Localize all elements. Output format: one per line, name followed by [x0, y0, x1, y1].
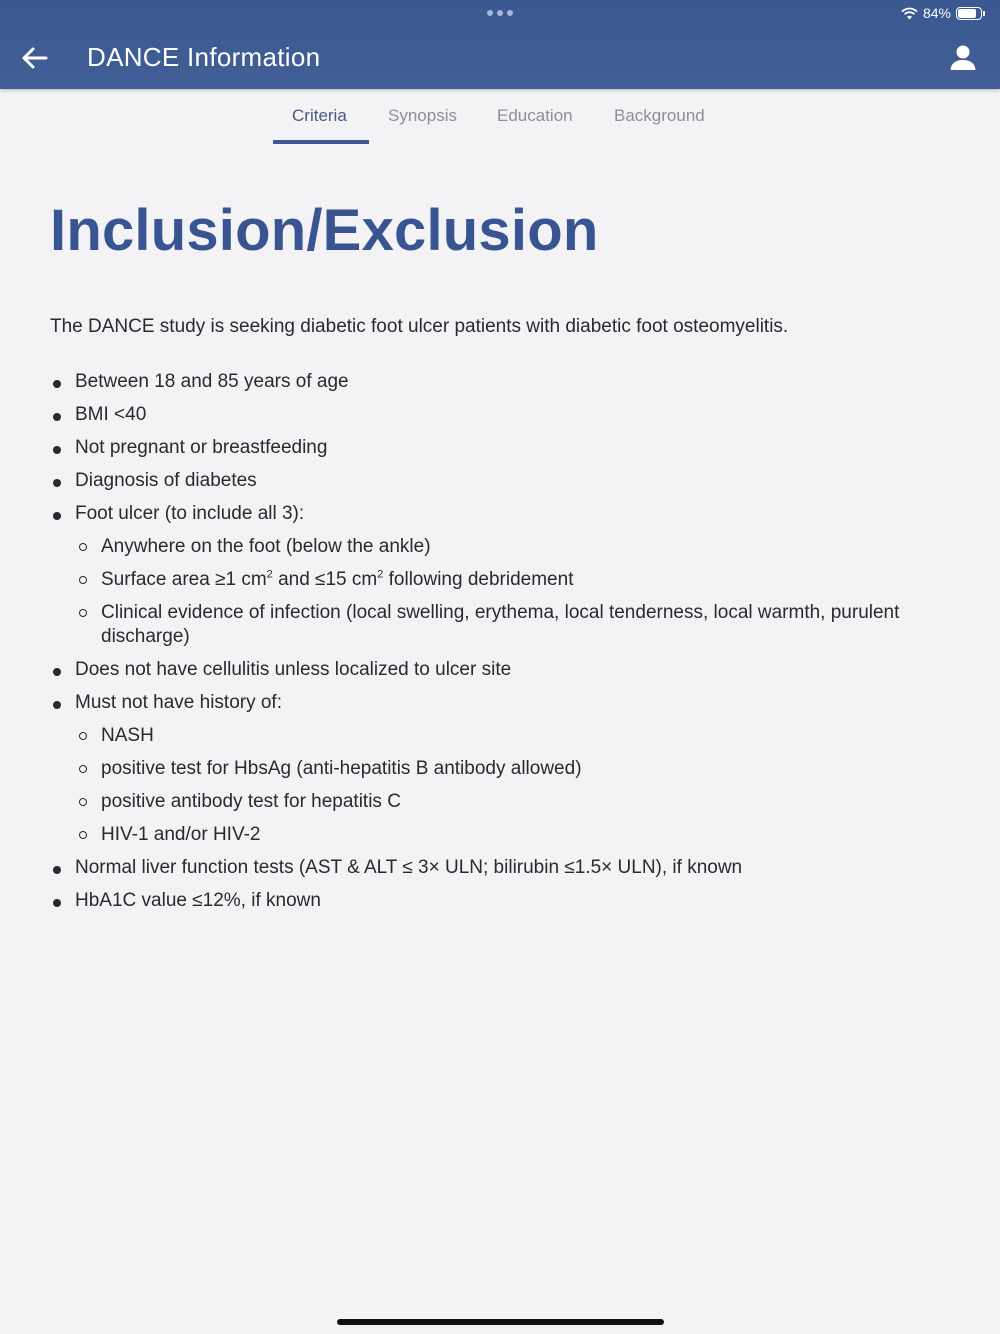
- tab-synopsis[interactable]: Synopsis: [388, 106, 457, 125]
- tab-bar: [0, 98, 1000, 148]
- profile-button[interactable]: [948, 43, 978, 73]
- battery-icon: [956, 7, 982, 20]
- list-item: Must not have history of: NASH positive test for HbsAg (anti-hepatitis B antibody allowed) positive antibody test for hepatitis C HIV-1 and/or HIV-2: [50, 691, 930, 847]
- active-tab-indicator: [273, 140, 369, 144]
- list-item: HbA1C value ≤12%, if known: [50, 889, 930, 913]
- criteria-content: [50, 195, 930, 922]
- sub-list-item: Surface area ≥1 $cm^2$ and ≤15 $cm^2$ following debridement: [75, 568, 930, 592]
- section-heading: Inclusion/Exclusion: [50, 198, 599, 263]
- list-item: Not pregnant or breastfeeding: [50, 436, 930, 460]
- sub-list-item: Anywhere on the foot (below the ankle): [75, 535, 930, 559]
- sub-list-item: HIV-1 and/or HIV-2: [75, 823, 930, 847]
- status-bar-right: [901, 5, 982, 21]
- sub-list: [75, 535, 930, 649]
- sub-list: [75, 724, 930, 847]
- list-item: Between 18 and 85 years of age: [50, 370, 930, 394]
- arrow-left-icon: [20, 46, 48, 70]
- sub-list-item: positive test for HbsAg (anti-hepatitis B antibody allowed): [75, 757, 930, 781]
- intro-text: The DANCE study is seeking diabetic foot ulcer patients with diabetic foot osteomyelitis.: [50, 316, 789, 337]
- home-indicator[interactable]: [337, 1319, 664, 1325]
- tab-criteria[interactable]: Criteria: [292, 106, 347, 125]
- criteria-list: [50, 370, 930, 913]
- wifi-icon: [901, 7, 918, 20]
- multitask-dots-icon[interactable]: [487, 10, 513, 16]
- list-item: Does not have cellulitis unless localized to ulcer site: [50, 658, 930, 682]
- app-header: [0, 0, 1000, 89]
- sub-list-item: positive antibody test for hepatitis C: [75, 790, 930, 814]
- tab-background[interactable]: Background: [614, 106, 705, 125]
- user-icon: [948, 43, 978, 73]
- back-button[interactable]: [18, 42, 50, 74]
- list-item: Normal liver function tests (AST & ALT ≤ 3× ULN; bilirubin ≤1.5× ULN), if known: [50, 856, 930, 880]
- battery-percentage: 84%: [922, 5, 951, 21]
- page-title: DANCE Information: [87, 42, 321, 72]
- list-item: Foot ulcer (to include all 3): Anywhere on the foot (below the ankle) Surface area ≥1 $cm^2$ and ≤15 $cm^2$ following debridement Clinical evidence of infection (local swelling, erythema, local tenderness, local warmth, purulent discharge): [50, 502, 930, 649]
- list-item: BMI <40: [50, 403, 930, 427]
- tab-education[interactable]: Education: [497, 106, 573, 125]
- sub-list-item: NASH: [75, 724, 930, 748]
- sub-list-item: Clinical evidence of infection (local swelling, erythema, local tenderness, local warmth, purulent discharge): [75, 601, 930, 649]
- list-item: Diagnosis of diabetes: [50, 469, 930, 493]
